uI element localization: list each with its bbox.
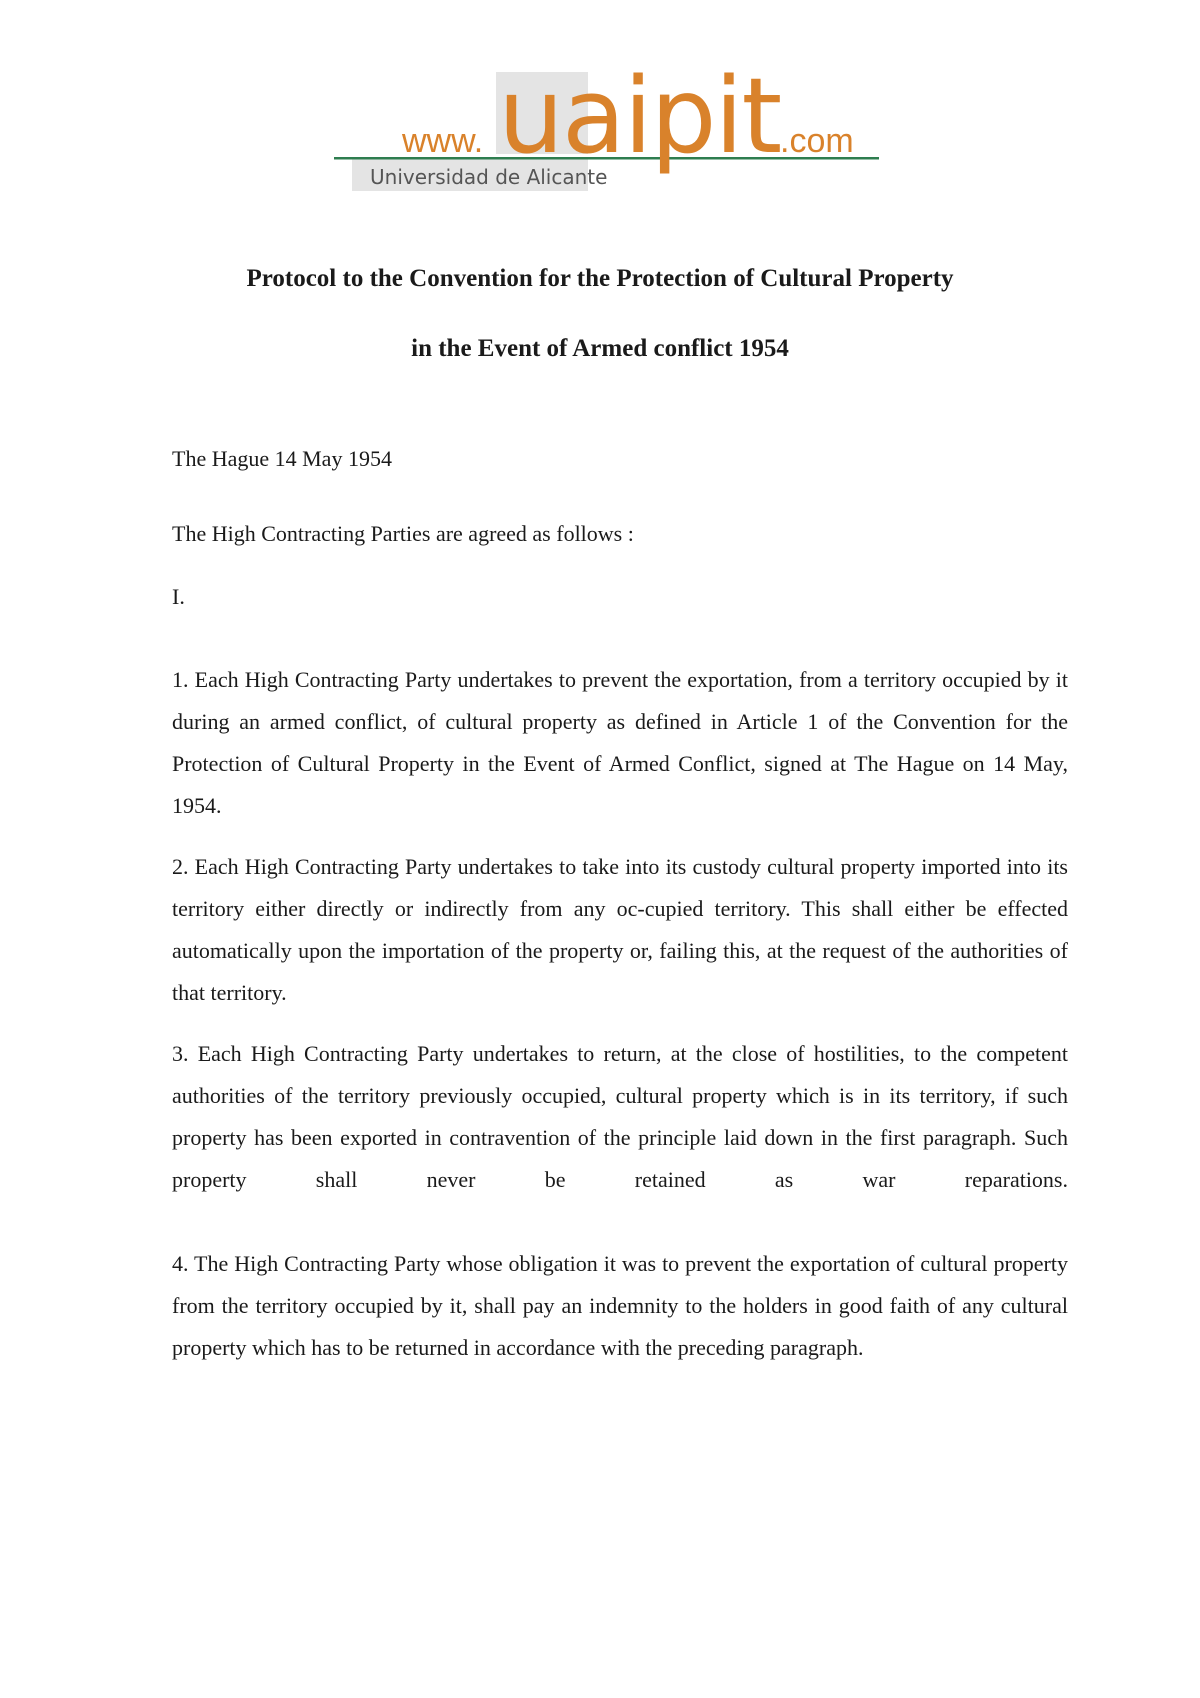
- title-line-1: Protocol to the Convention for the Protection of Cultural Property: [246, 265, 954, 292]
- title-line-2: in the Event of Armed conflict 1954: [411, 335, 789, 362]
- logo-suffix: .com: [780, 122, 854, 160]
- paragraph-4: 4. The High Contracting Party whose obligation it was to prevent the exportation of cultural property from the territory occupied by it, shall pay an indemnity to the holders in good faith of any cultural property which has to be returned in accordance with the preceding paragraph.: [172, 1251, 1068, 1360]
- document-intro: The High Contracting Parties are agreed as follows :: [172, 521, 634, 546]
- logo-prefix: www.: [402, 122, 484, 160]
- paragraph-3: 3. Each High Contracting Party undertakes to return, at the close of hostilities, to the competent authorities of the territory previously occupied, cultural property which is in its territory, if such property has been exported in contravention of the principle laid down in the first paragraph. Such property shall never be retained as war reparations.: [172, 1041, 1068, 1192]
- logo-subtitle: Universidad de Alicante: [370, 165, 608, 189]
- section-heading: I.: [172, 584, 185, 609]
- uaipit-logo: [334, 66, 879, 198]
- document-date: The Hague 14 May 1954: [172, 446, 392, 471]
- document-body: [172, 443, 1068, 1369]
- logo-name: uaipit: [498, 66, 781, 177]
- paragraph-2: 2. Each High Contracting Party undertakes to take into its custody cultural property imported into its territory either directly or indirectly from any oc-cupied territory. This shall either be effected automatically upon the importation of the property or, failing this, at the request of the authorities of that territory.: [172, 854, 1068, 1005]
- document-title: [0, 262, 1200, 366]
- paragraph-1: 1. Each High Contracting Party undertakes to prevent the exportation, from a territory occupied by it during an armed conflict, of cultural property as defined in Article 1 of the Convention for the Protection of Cultural Property in the Event of Armed Conflict, signed at The Hague on 14 May, 1954.: [172, 667, 1068, 818]
